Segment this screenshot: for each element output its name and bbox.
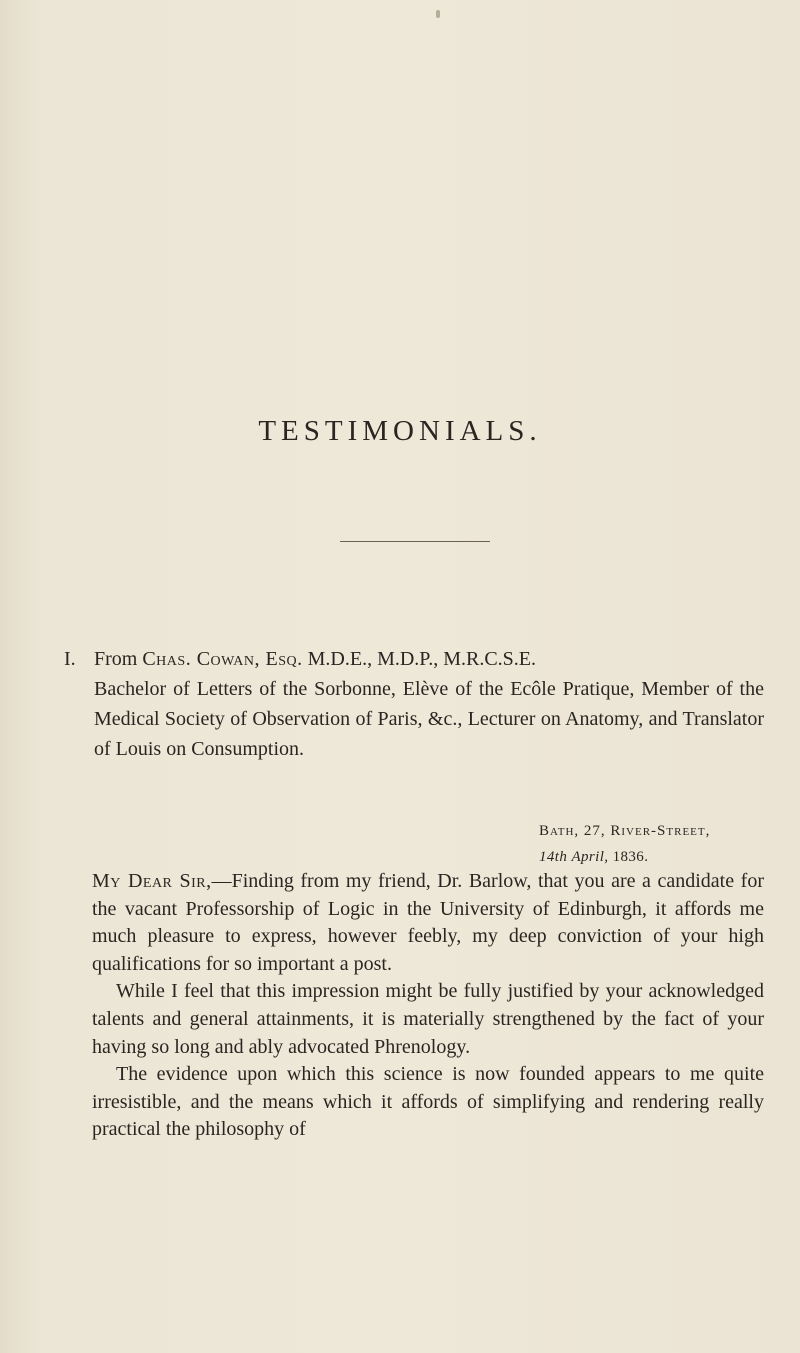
author-name: Chas. Cowan, Esq. — [142, 648, 303, 670]
testimonial-heading — [64, 644, 764, 764]
salutation: My Dear Sir, — [92, 870, 212, 892]
page-title: TESTIMONIALS. — [258, 415, 542, 447]
from-word: From — [94, 648, 138, 670]
date-year: 1836. — [612, 849, 649, 865]
heading-first-line — [64, 644, 764, 674]
title-rule — [340, 541, 490, 542]
letter-body — [92, 868, 764, 1144]
letter-date — [539, 844, 710, 870]
author-description: Bachelor of Letters of the Sorbonne, Elève of the Ecôle Pratique, Member of the Medical Society of Observation of Paris, &c., Lecturer on Anatomy, and Translator of Louis on Consumption. — [94, 678, 764, 760]
paragraph-1-text: —Finding from my friend, Dr. Barlow, that you are a candidate for the vacant Professorship of Logic in the University of Edinburgh, it affords me much pleasure to express, however feebly, my deep conviction of your high qualifications for so important a post. — [92, 870, 764, 975]
address-line: Bath, 27, River-Street, — [539, 823, 711, 839]
date-day: 14th — [539, 849, 568, 865]
paragraph-3: The evidence upon which this science is now founded appears to me quite irresistible, and the means which it affords of simplifying and rendering really practical the philosophy of — [92, 1063, 764, 1141]
paragraph-2: While I feel that this impression might be fully justified by your acknowledged talents and general attainments, it is materially strengthened by the fact of your having so long and ably advocated Phrenology. — [92, 980, 764, 1058]
letter-address — [539, 818, 710, 870]
author-degrees: M.D.E., M.D.P., M.R.C.S.E. — [307, 648, 537, 670]
paragraph-1 — [92, 868, 764, 978]
testimonial-number: I. — [64, 648, 76, 670]
date-month: April, — [571, 849, 609, 865]
page-mark — [436, 10, 440, 18]
